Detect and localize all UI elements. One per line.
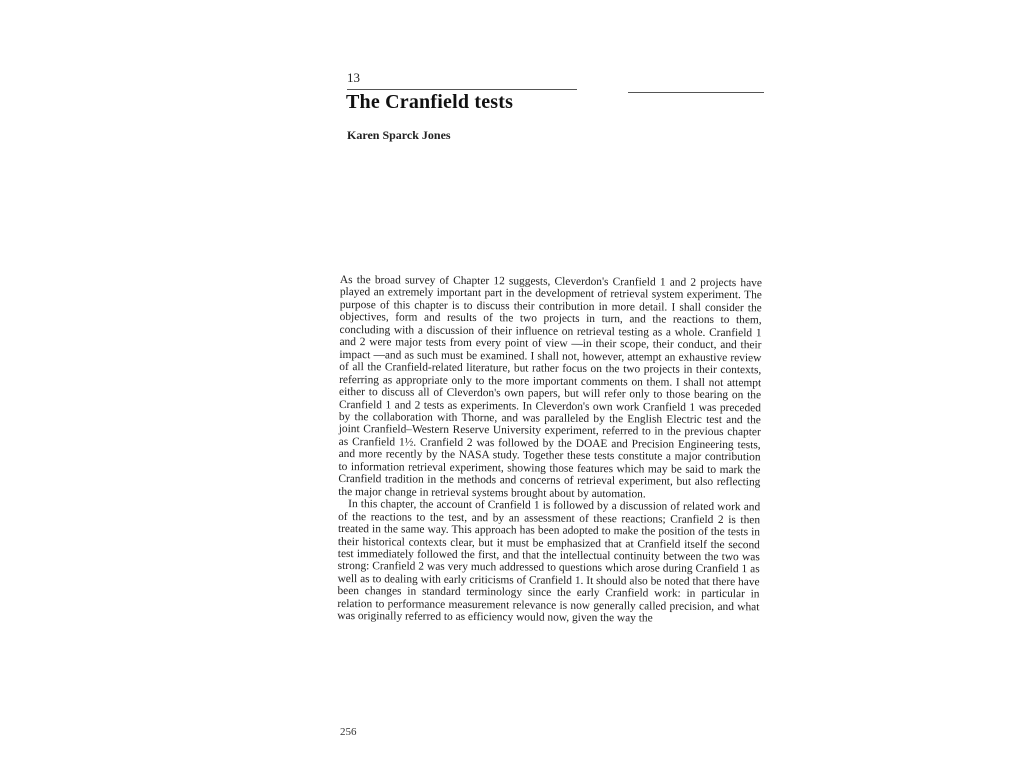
paragraph-2: In this chapter, the account of Cranfield 1 is followed by a discussion of related work and of the reactions to the test, and by an assessment of these reactions; Cranfield 2 is then treated in the same way. This approach has been adopted to make the position of the tests in their historical contexts clear, but it must be emphasized that at Cranfield itself the second test immediately followed the first, and that the intellectual continuity between the two was strong: Cranfield 2 was very much addressed to questions which arose during Cranfield 1 as well as to dealing with early criticisms of Cranfield 1. It should also be noted that there have been changes in standard terminology since the early Cranfield work: in particular in relation to performance measurement relevance is now generally called precision, and what was originally referred to as efficiency would now, given the way the	[337, 498, 761, 625]
header-rule-right	[628, 92, 764, 93]
page-number: 256	[340, 726, 357, 738]
paragraph-1: As the broad survey of Chapter 12 suggests, Cleverdon's Cranfield 1 and 2 projects have played an extremely important part in the development of retrieval system experiment. The purpose of this chapter is to discuss their contribution in more detail. I shall consider the objectives, form and results of the two projects in turn, and the reactions to them, concluding with a discussion of their influence on retrieval testing as a whole. Cranfield 1 and 2 were major tests from every point of view —in their scope, their conduct, and their impact —and as such must be examined. I shall not, however, attempt an exhaustive review of all the Cranfield-related literature, but rather focus on the two projects in their contexts, referring as appropriate only to the more important comments on them. I shall not attempt either to discuss all of Cleverdon's own papers, but will refer only to those bearing on the Cranfield 1 and 2 tests as experiments. In Cleverdon's own work Cranfield 1 was preceded by the collaboration with Thorne, and was paralleled by the English Electric test and the joint Cranfield–Western Reserve University experiment, referred to in the previous chapter as Cranfield 1½. Cranfield 2 was followed by the DOAE and Precision Engineering tests, and more recently by the NASA study. Together these tests constitute a major contribution to information retrieval experiment, showing those features which may be said to mark the Cranfield tradition in the methods and concerns of retrieval experiment, but also reflecting the major change in retrieval systems brought about by automation.	[338, 274, 762, 501]
chapter-title: The Cranfield tests	[346, 91, 514, 113]
body-text	[337, 274, 762, 626]
chapter-number: 13	[347, 70, 360, 85]
author-name: Karen Sparck Jones	[347, 128, 451, 142]
